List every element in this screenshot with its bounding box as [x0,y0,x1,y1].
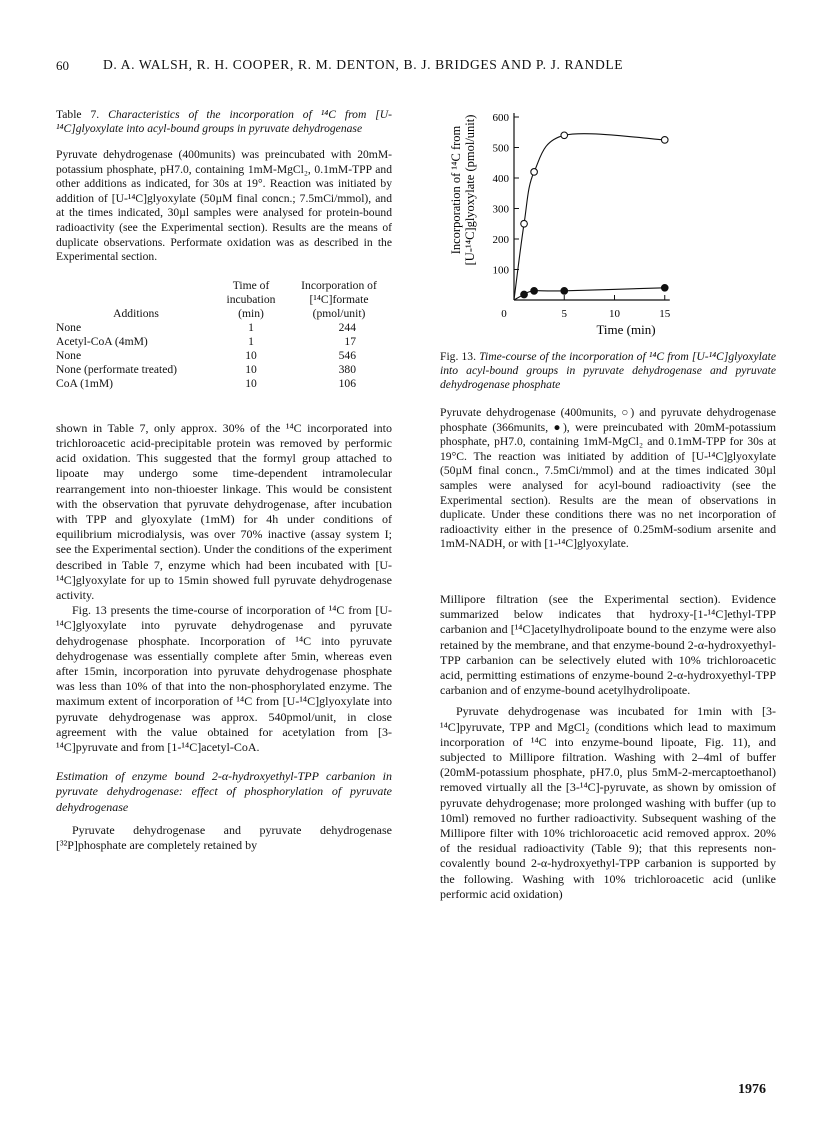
data-point [521,220,528,227]
table-cell: Acetyl-CoA (4mM) [56,334,148,348]
right-column [440,90,776,902]
x-tick-label: 10 [609,308,620,320]
left-column-text [56,421,392,853]
table-cell: 10 [245,376,257,390]
table-cell: 106 [338,376,356,390]
figure13-chart [440,90,776,342]
table-cell: 380 [338,362,356,376]
journal-page-number: 1976 [738,1082,766,1097]
left-column [56,108,392,853]
table7-label: Table 7. [56,108,100,121]
table-cell: 1 [248,320,254,334]
table-cell: 17 [344,334,356,348]
series-line-pdh [514,134,665,300]
column-header: Time of incubation (min) [226,278,276,320]
table7-legend: Pyruvate dehydrogenase (400munits) was preincubated with 20mM-potassium phosphate, pH7.0, containing 1mM-MgCl₂, 0.1mM-TPP and other additions as indicated, for 30s at 19°. Reaction was initiated by addition of [U-¹⁴C]glyoxylate (50µM final concn.; 7.5mCi/mmol), and at the times indicated, 30µl samples were analysed for protein-bound radioactivity (see the Experimental section). Results are the means of duplicate observations. Performate oxidation was as described in the Experimental section. [56,148,392,264]
table-cell: CoA (1mM) [56,376,114,390]
figure13-legend: Pyruvate dehydrogenase (400munits, ○) and pyruvate dehydrogenase phosphate (366munits, ●), were preincubated with 20mM-potassium phosphate, pH7.0, containing 1mM-MgCl₂ and 0.1mM-TPP for 30s at 19°C. The reaction was initiated by addition of [U-¹⁴C]glyoxylate (50µM final concn., 7.5mCi/mmol) and at the times indicated 30µl samples were analysed for acyl-bound radioactivity (see the Experimental section). Results are the mean of observations in duplicate. Under these conditions there was no net incorporation of radioactivity either in the presence of 0.25mM-sodium arsenite and 1mM-NADH, or with [1-¹⁴C]glyoxylate. [440,406,776,551]
data-point [661,137,668,144]
running-header-authors: D. A. WALSH, R. H. COOPER, R. M. DENTON, B. J. BRIDGES AND P. J. RANDLE [103,57,624,72]
y-axis-label-line2: [U-¹⁴C]glyoxylate (pmol/unit) [463,114,477,266]
data-point [531,169,538,176]
table-row [56,363,392,377]
table-row [56,349,392,363]
data-point [661,285,668,292]
table-cell: None (performate treated) [56,362,178,376]
paragraph: Fig. 13 presents the time-course of incorporation of ¹⁴C from [U-¹⁴C]glyoxylate into pyruvate dehydrogenase and pyruvate dehydrogenase phosphate. Incorporation of ¹⁴C into pyruvate dehydrogenase was essentially complete after 5min, whereas even after 15min, incorporation into pyruvate dehydrogenase phosphate was less than 10% of that into the non-phosphorylated enzyme. The maximum extent of incorporation of ¹⁴C from [U-¹⁴C]glyoxylate into pyruvate dehydrogenase was approx. 540pmol/unit, in close agreement with the value obtained for acetylation from [3-¹⁴C]pyruvate and from [1-¹⁴C]acetyl-CoA. [56,603,392,755]
y-tick-label: 500 [492,142,509,155]
table-row [56,321,392,335]
paragraph: Pyruvate dehydrogenase was incubated for 1min with [3-¹⁴C]pyruvate, TPP and MgCl₂ (conditions which lead to maximum incorporation of ¹⁴C into enzyme-bound lipoate, Fig. 11), and subjected to Millipore filtration. Washing with 2–4ml of buffer (20mM-potassium phosphate, pH7.0, plus 5mM-2-mercaptoethanol) removed virtually all the [3-¹⁴C]-pyruvate, as shown by omission of pyruvate dehydrogenase; more prolonged washing with buffer (up to 10ml) removed no further radioactivity. Subsequent washing of the Millipore filter with 10% trichloroacetic acid removed approx. 20% of the residual radioactivity (Table 9); that this represents non-covalently bound 2-α-hydroxyethyl-TPP carbanion is supported by the following. Washing with 10% trichloroacetic acid (unlike performic acid oxidation) [440,704,776,901]
figure13-label: Fig. 13. [440,350,477,363]
column-header: Additions [113,306,159,320]
page-number: 60 [56,58,69,73]
table7 [56,279,392,391]
figure13-caption [440,350,776,392]
table-header-row [56,279,392,321]
y-tick-label: 400 [492,173,509,185]
data-point [521,291,528,298]
data-point [561,132,568,139]
x-tick-label: 5 [561,308,567,320]
table-row [56,335,392,349]
paragraph: Pyruvate dehydrogenase and pyruvate dehydrogenase [³²P]phosphate are completely retained by [56,822,392,853]
x-tick-label: 0 [501,308,507,320]
table-cell: 10 [245,362,257,376]
figure13-title: Time-course of the incorporation of ¹⁴C from [U-¹⁴C]glyoxylate into acyl-bound groups in pyruvate dehydrogenase and pyruvate dehydrogenase phosphate [440,350,776,391]
data-point [531,288,538,295]
y-axis-label-line1: Incorporation of ¹⁴C from [449,125,463,255]
paragraph: Millipore filtration (see the Experimental section). Evidence summarized below indicates that hydroxy-[1-¹⁴C]ethyl-TPP carbanion and [¹⁴C]acetylhydrolipoate bound to the enzyme were also retained by the membrane, and that enzyme-bound 2-α-hydroxyethyl-TPP carbanion can be selectively eluted with 10% trichloroacetic acid, permitting estimations of enzyme-bound 2-α-hydroxyethyl-TPP carbanion and of enzyme-bound acetylhydrolipoate. [440,591,776,698]
table-cell: 244 [338,320,356,334]
table-cell: 1 [248,334,254,348]
y-tick-label: 200 [492,234,509,246]
table7-caption [56,108,392,136]
table7-title: Characteristics of the incorporation of ¹⁴C from [U-¹⁴C]glyoxylate into acyl-bound groups in pyruvate dehydrogenase [56,108,392,135]
data-point [561,288,568,295]
y-tick-label: 100 [492,264,509,277]
table-row [56,377,392,391]
right-column-text [440,592,776,902]
table-cell: None [56,348,82,362]
paragraph: shown in Table 7, only approx. 30% of the ¹⁴C incorporated into trichloroacetic acid-precipitable protein was removed by performic acid oxidation. This suggested that the formyl group attached to lipoate may undergo some time-dependent intramolecular rearrangement into non-thioester linkage. This would be consistent with the observation that pyruvate dehydrogenase, after incubation with TPP and glyoxylate (1mM) for 4h under conditions of equilibrium microdialysis, was over 70% inactive (assay system I; see the Experimental section). Under the conditions of the experiment described in Table 7, enzyme which had been incubated with [U-¹⁴C]glyoxylate for up to 15min showed full pyruvate dehydrogenase activity. [56,420,392,602]
y-tick-label: 300 [492,203,509,216]
column-header: Incorporation of [¹⁴C]formate (pmol/unit) [301,278,377,320]
table-cell: None [56,320,82,334]
y-tick-label: 600 [492,112,509,124]
x-axis-label: Time (min) [596,322,656,337]
section-heading: Estimation of enzyme bound 2-α-hydroxyethyl-TPP carbanion in pyruvate dehydrogenase: effect of phosphorylation of pyruvate dehydrogenase [56,769,392,814]
x-tick-label: 15 [659,308,671,320]
table-cell: 10 [245,348,257,362]
table-cell: 546 [338,348,356,362]
